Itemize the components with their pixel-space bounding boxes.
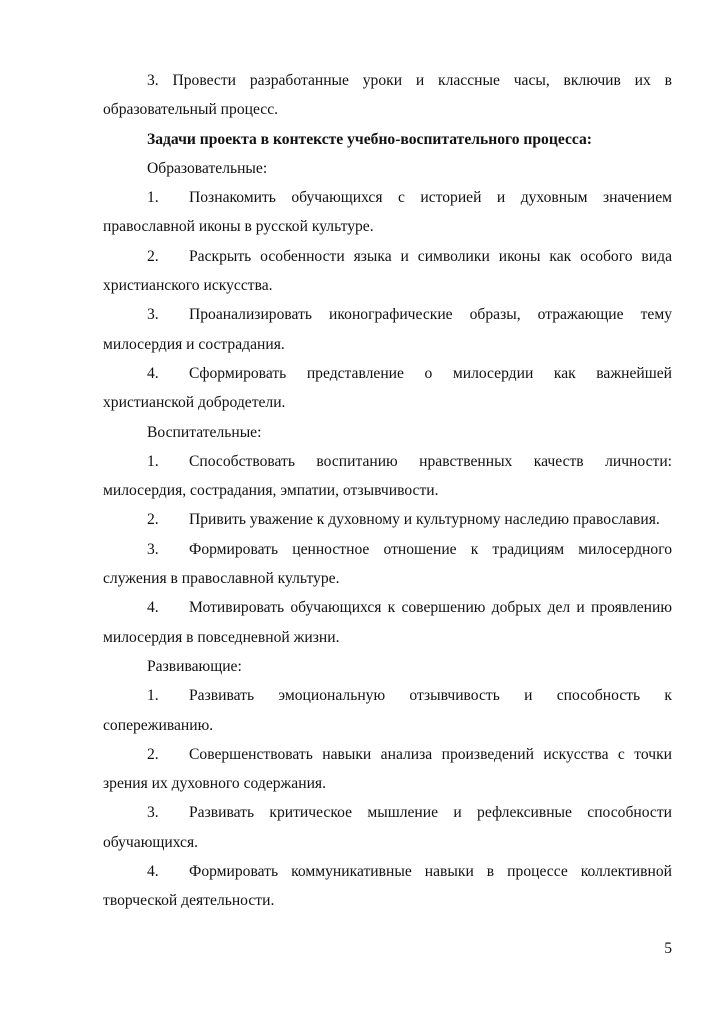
item-text: Способствовать воспитанию нравственных качеств личности: милосердия, сострадания, эмпатии, отзывчивости.	[103, 452, 672, 500]
page-number: 5	[664, 940, 672, 957]
item-number: 1.	[147, 452, 159, 470]
list-item	[103, 300, 672, 359]
page-content	[103, 66, 672, 916]
list-item	[103, 535, 672, 594]
item-number: 4.	[147, 364, 159, 382]
item-text: Мотивировать обучающихся к совершению добрых дел и проявлению милосердия в повседневной жизни.	[103, 599, 672, 646]
section-title-educational: Образовательные:	[147, 159, 268, 177]
list-item	[103, 857, 672, 916]
item-text: Раскрыть особенности языка и символики иконы как особого вида христианского искусства.	[103, 247, 672, 295]
item-text: Развивать эмоциональную отзывчивость и способность к сопереживанию.	[103, 687, 672, 734]
item-text: Познакомить обучающихся с историей и духовным значением православной иконы в русской культуре.	[103, 189, 672, 236]
list-item	[103, 359, 672, 418]
item-text: Совершенствовать навыки анализа произведений искусства с точки зрения их духовного содержания.	[103, 745, 672, 793]
item-number: 4.	[147, 863, 159, 881]
list-item	[103, 505, 672, 534]
item-number: 3.	[147, 306, 159, 324]
list-item	[103, 798, 672, 857]
item-text: Сформировать представление о милосердии как важнейшей христианской добродетели.	[103, 364, 672, 412]
item-text: Формировать ценностное отношение к традициям милосердного служения в православной культуре.	[103, 540, 672, 588]
intro-paragraph: 3. Провести разработанные уроки и классные часы, включив их в образовательный процесс.	[103, 72, 672, 119]
item-text: Привить уважение к духовному и культурному наследию православия.	[189, 511, 660, 529]
item-text: Развивать критическое мышление и рефлексивные способности обучающихся.	[103, 804, 672, 851]
list-item	[103, 183, 672, 242]
list-item	[103, 740, 672, 799]
section-title-developmental: Развивающие:	[147, 657, 242, 675]
item-number: 4.	[147, 599, 159, 617]
item-number: 2.	[147, 745, 159, 763]
item-number: 2.	[147, 247, 159, 265]
list-item	[103, 447, 672, 506]
section-title-upbringing: Воспитательные:	[147, 423, 262, 441]
item-text: Формировать коммуникативные навыки в процессе коллективной творческой деятельности.	[103, 863, 672, 910]
item-number: 2.	[147, 511, 159, 529]
item-text: Проанализировать иконографические образы, отражающие тему милосердия и сострадания.	[103, 306, 672, 353]
item-number: 3.	[147, 540, 159, 558]
list-item	[103, 242, 672, 301]
list-item	[103, 593, 672, 652]
item-number: 3.	[147, 804, 159, 822]
list-item	[103, 681, 672, 740]
item-number: 1.	[147, 189, 159, 207]
tasks-heading: Задачи проекта в контексте учебно-воспитательного процесса:	[147, 130, 592, 148]
item-number: 1.	[147, 687, 159, 705]
